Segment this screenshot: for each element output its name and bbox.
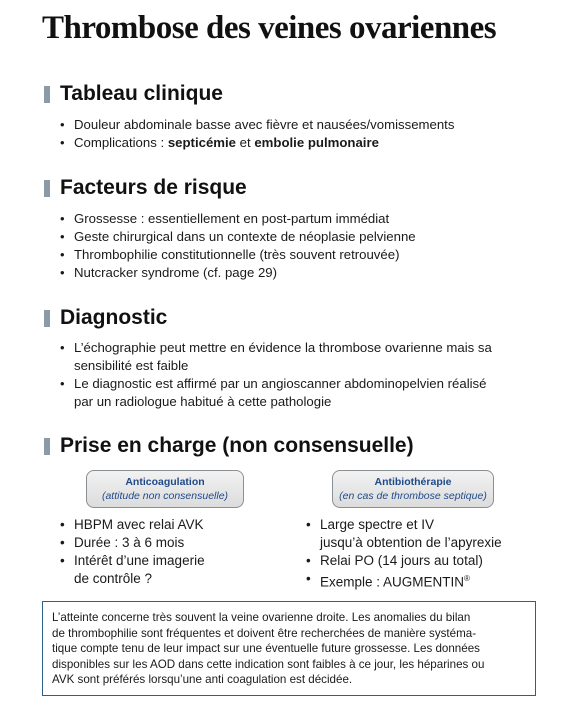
section-title: Prise en charge (non consensuelle) bbox=[60, 434, 414, 457]
note-box bbox=[42, 601, 536, 696]
list-item: • Durée : 3 à 6 mois bbox=[60, 534, 290, 552]
section-title: Diagnostic bbox=[60, 306, 168, 329]
item-line: sensibilité est faible bbox=[74, 358, 189, 373]
item-line: Intérêt d’une imagerie bbox=[74, 553, 205, 568]
diagnostic-list bbox=[58, 339, 492, 411]
section-marker bbox=[44, 310, 50, 327]
section-title: Tableau clinique bbox=[60, 82, 223, 105]
section-heading-prise bbox=[44, 434, 414, 458]
list-item: • Thrombophilie constitutionnelle (très souvent retrouvée) bbox=[58, 246, 416, 264]
note-line: disponibles sur les AOD dans cette indication sont faibles à ce jour, les héparines ou bbox=[52, 657, 485, 671]
page-title: Thrombose des veines ovariennes bbox=[42, 10, 497, 46]
item-line: L’échographie peut mettre en évidence la thrombose ovarienne mais sa bbox=[74, 340, 492, 355]
list-item: • Relai PO (14 jours au total) bbox=[306, 552, 546, 570]
section-heading-facteurs bbox=[44, 176, 247, 200]
list-item: • HBPM avec relai AVK bbox=[60, 516, 290, 534]
pill-title: Anticoagulation bbox=[125, 476, 205, 488]
bold-term: septicémie bbox=[167, 135, 237, 150]
section-marker bbox=[44, 86, 50, 103]
item-line: Large spectre et IV bbox=[320, 517, 435, 532]
item-line: par un radiologue habitué à cette pathologie bbox=[74, 394, 332, 409]
list-item bbox=[306, 516, 546, 552]
list-item: • Nutcracker syndrome (cf. page 29) bbox=[58, 264, 416, 282]
list-item bbox=[306, 570, 546, 592]
pill-subtitle: (en cas de thrombose septique) bbox=[339, 490, 487, 502]
list-item: • Douleur abdominale basse avec fièvre et nausées/vomissements bbox=[58, 116, 454, 134]
list-item bbox=[58, 375, 492, 411]
list-item: • Grossesse : essentiellement en post-partum immédiat bbox=[58, 210, 416, 228]
antibiotherapie-list bbox=[306, 516, 546, 592]
item-line: Exemple : AUGMENTIN bbox=[320, 574, 465, 590]
list-item bbox=[60, 552, 290, 588]
note-line: AVK sont préférés lorsqu’une anti coagulation est décidée. bbox=[52, 673, 353, 686]
note-line: de thrombophilie sont fréquentes et doivent être recherchées de manière systéma- bbox=[52, 626, 477, 640]
item-text: et bbox=[236, 135, 255, 150]
item-line: de contrôle ? bbox=[74, 571, 153, 586]
section-marker bbox=[44, 180, 50, 197]
section-heading-clinique bbox=[44, 82, 223, 106]
pill-title: Antibiothérapie bbox=[374, 476, 452, 488]
list-item: • Geste chirurgical dans un contexte de néoplasie pelvienne bbox=[58, 228, 416, 246]
bold-term: embolie pulmonaire bbox=[254, 135, 379, 150]
section-title: Facteurs de risque bbox=[60, 176, 247, 199]
item-line: Le diagnostic est affirmé par un angioscanner abdominopelvien réalisé bbox=[74, 376, 487, 391]
item-line: jusqu’à obtention de l’apyrexie bbox=[320, 535, 502, 550]
section-heading-diagnostic bbox=[44, 306, 167, 330]
list-item bbox=[58, 339, 492, 375]
note-line: L’atteinte concerne très souvent la veine ovarienne droite. Les anomalies du bilan bbox=[52, 611, 471, 624]
clinique-list bbox=[58, 116, 454, 152]
antibiotherapie-label bbox=[332, 470, 494, 508]
list-item bbox=[58, 134, 454, 152]
pill-subtitle: (attitude non consensuelle) bbox=[101, 490, 229, 502]
section-marker bbox=[44, 438, 50, 455]
item-text: Complications : bbox=[74, 135, 168, 150]
registered-mark: ® bbox=[464, 574, 470, 583]
note-line: tique compte tenu de leur impact sur une éventuelle future grossesse. Les données bbox=[52, 642, 480, 655]
anticoagulation-list bbox=[60, 516, 290, 588]
anticoagulation-label bbox=[86, 470, 244, 508]
facteurs-list bbox=[58, 210, 416, 282]
